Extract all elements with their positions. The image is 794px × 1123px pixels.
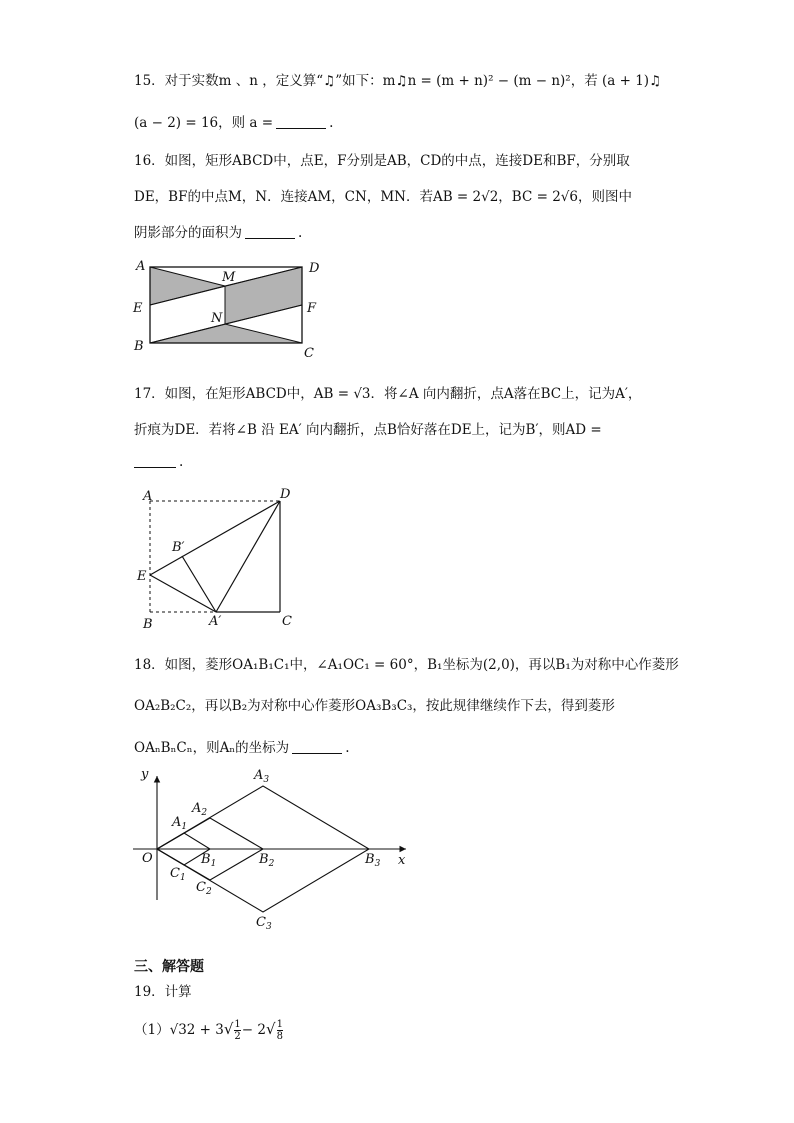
q15-line2-end: . [329,115,334,131]
q17-line3-end: . [179,454,184,470]
fig16-label-N: N [211,311,223,326]
figure-16-rectangle [128,256,338,364]
q19-frac2-num: 1 [276,1019,283,1030]
q18-answer-blank[interactable] [292,739,342,754]
fig16-label-B: B [134,339,144,354]
q19-expr-a: √32 + 3 [169,1022,224,1038]
q18-line3 [134,738,349,758]
q17-line2: 折痕为DE．若将∠B 沿 EA′ 向内翻折，点B恰好落在DE上，记为B′，则AD = [134,422,602,438]
q18-line3-text: OAₙBₙCₙ，则Aₙ的坐标为 [134,740,290,756]
q17-answer-blank[interactable] [134,453,176,468]
q19-title: 19．计算 [134,984,192,1000]
q16-answer-blank[interactable] [245,224,295,239]
q19-expr-b: − 2 [241,1022,266,1038]
fig17-line-EA' [150,575,216,612]
q19-part1-label: （1） [134,1022,170,1038]
fig17-label-C: C [282,614,292,629]
fig17-line-B'A' [182,556,216,612]
fig18-label-B1: $B_1$ [201,852,217,869]
fig16-label-C: C [304,346,314,361]
q19-frac1-num: 1 [234,1019,241,1030]
q19-sqrt1-sign: √ [223,1020,234,1038]
figure-17-fold [134,484,304,632]
q17-line1: 17．如图，在矩形ABCD中，AB = √3．将∠A 向内翻折，点A落在BC上，记为A′， [134,386,642,402]
q19-part1 [134,1016,284,1043]
fig18-label-O: O [142,851,153,866]
fig16-shade-middle [225,267,302,324]
q19-sqrt2-sign: √ [266,1020,276,1038]
q15-answer-blank[interactable] [276,114,326,129]
fig18-label-C1: $C_1$ [170,866,186,883]
fig17-label-D: D [280,487,291,502]
q16-line3-text: 阴影部分的面积为 [134,225,242,241]
figure-18-rhombi [128,764,418,934]
q16-line2: DE，BF的中点M，N．连接AM，CN，MN．若AB = 2√2，BC = 2√6，则图中 [134,189,632,205]
fig17-line-A'D [216,501,280,612]
fig17-line-ED [150,501,280,575]
fig16-label-M: M [222,270,236,285]
fig18-label-A3: $A_3$ [254,768,270,785]
fig16-label-D: D [309,261,320,276]
fig18-label-A2: $A_2$ [192,801,208,818]
fig18-label-C3: $C_3$ [256,915,272,932]
fig16-label-F: F [307,301,317,316]
fig16-label-E: E [133,301,143,316]
q19-frac2-den: 8 [276,1031,283,1042]
fig17-label-B-prime: B′ [172,540,185,555]
q18-line1: 18．如图，菱形OA₁B₁C₁中，∠A₁OC₁ = 60°，B₁坐标为(2,0)，再以B₁为对称中心作菱形 [134,657,679,673]
fig16-shade-bottom [150,324,302,343]
fig17-label-A-prime: A′ [209,614,222,629]
fig18-label-A1: $A_1$ [172,815,188,832]
fig17-label-B: B [143,617,153,632]
q15-line2 [134,113,333,133]
q19-frac1-den: 2 [234,1031,241,1042]
q15-line2-text: (a − 2) = 16，则 a = [134,115,274,131]
q19-frac2 [277,1019,283,1042]
q17-line3 [134,452,183,472]
q16-line3-end: . [298,225,303,241]
fig17-label-A: A [143,489,153,504]
fig16-shade-left [150,267,225,305]
q18-line2: OA₂B₂C₂，再以B₂为对称中心作菱形OA₃B₃C₃，按此规律继续作下去，得到菱形 [134,698,615,714]
fig18-label-B2: $B_2$ [259,852,275,869]
fig18-label-y: y [141,767,149,782]
fig18-label-C2: $C_2$ [196,880,212,897]
q16-line3 [134,223,302,243]
q15-line1: 15．对于实数m 、n ，定义算“♫”如下：m♫n = (m + n)² − (m − n)²，若 (a + 1)♫ [134,73,662,89]
fig16-label-A: A [136,259,146,274]
q18-line3-end: . [345,740,350,756]
q19-frac1 [234,1019,240,1042]
section-title: 三、解答题 [134,959,204,975]
q16-line1: 16．如图，矩形ABCD中，点E，F分别是AB，CD的中点，连接DE和BF，分别取 [134,153,630,169]
fig18-label-B3: $B_3$ [365,852,381,869]
fig17-label-E: E [137,569,147,584]
fig18-label-x: x [398,853,406,868]
